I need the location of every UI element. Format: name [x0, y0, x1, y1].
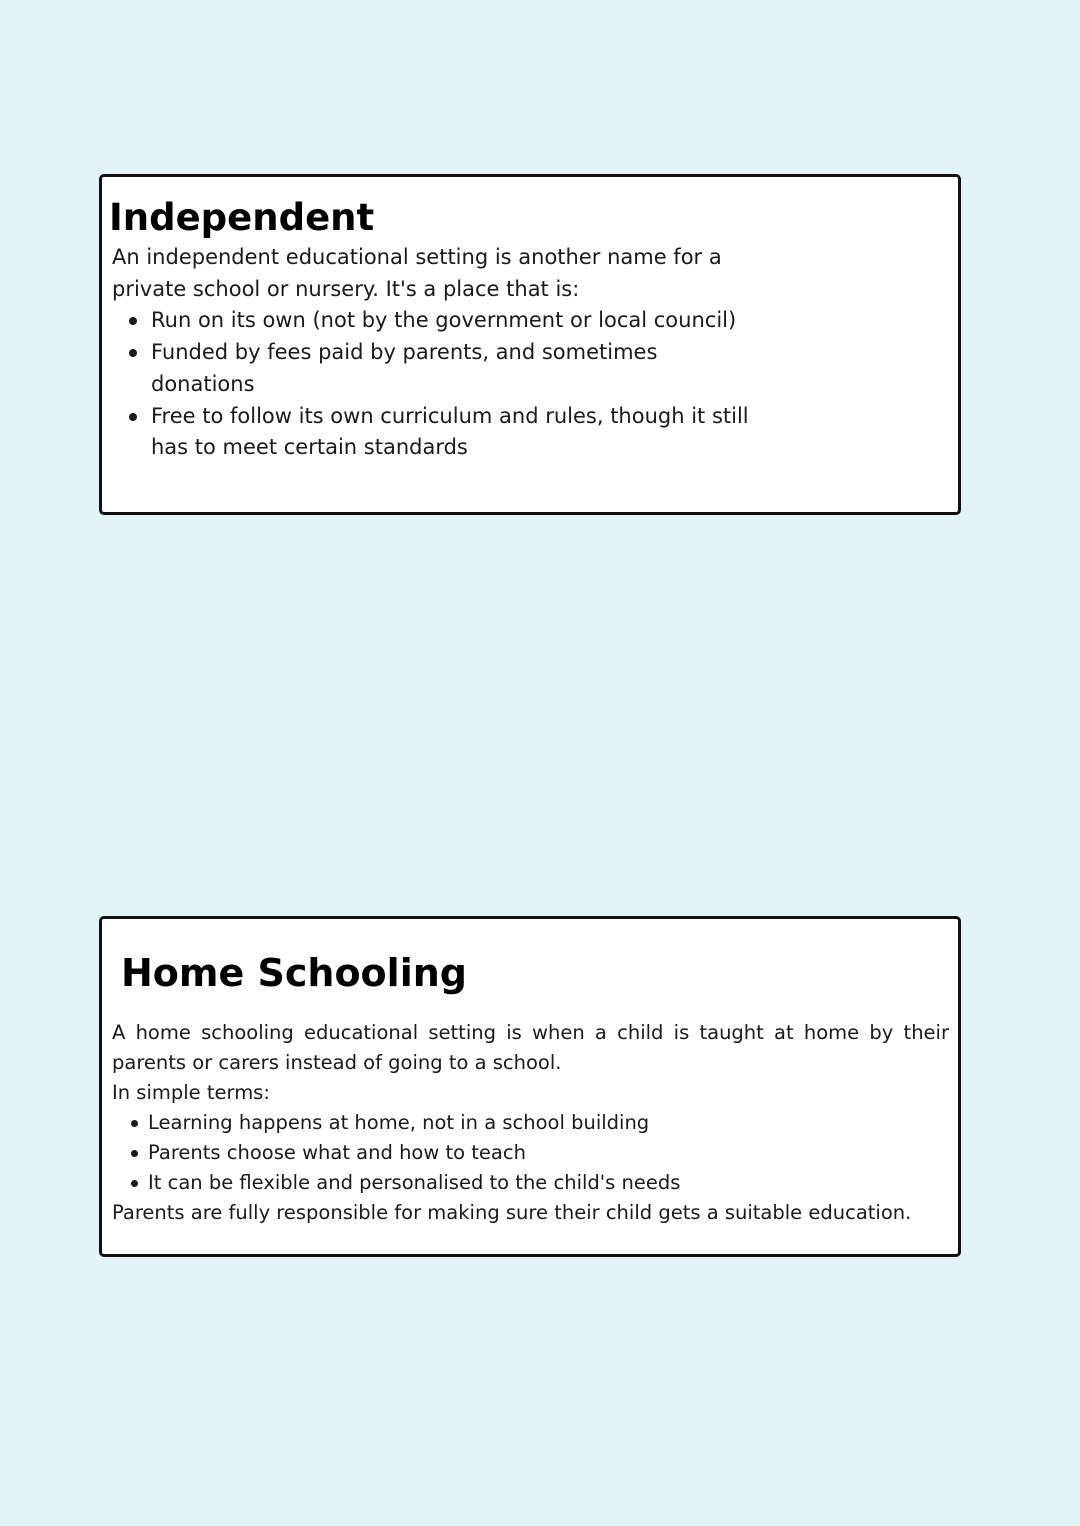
independent-intro: An independent educational setting is another name for a private school or nursery. It's a place that is:: [112, 245, 722, 301]
home-schooling-closing: Parents are fully responsible for making sure their child gets a suitable education.: [112, 1201, 912, 1224]
independent-card: [99, 174, 961, 515]
home-schooling-card: [99, 916, 961, 1257]
independent-body: [112, 242, 752, 464]
list-item: Run on its own (not by the government or local council): [151, 305, 752, 337]
list-item: It can be flexible and personalised to the child's needs: [148, 1168, 949, 1198]
home-schooling-simple-terms: In simple terms:: [112, 1081, 270, 1104]
home-schooling-intro: A home schooling educational setting is when a child is taught at home by their parents or carers instead of going to a school.: [112, 1021, 949, 1074]
list-item: Learning happens at home, not in a school building: [148, 1108, 949, 1138]
list-item: Funded by fees paid by parents, and sometimes donations: [151, 337, 752, 400]
home-schooling-bullet-list: [112, 1108, 949, 1198]
independent-title: Independent: [109, 196, 375, 239]
list-item: Parents choose what and how to teach: [148, 1138, 949, 1168]
home-schooling-body: [112, 1018, 949, 1228]
independent-bullet-list: [112, 305, 752, 464]
list-item: Free to follow its own curriculum and rules, though it still has to meet certain standards: [151, 401, 752, 464]
home-schooling-title: Home Schooling: [121, 951, 467, 995]
